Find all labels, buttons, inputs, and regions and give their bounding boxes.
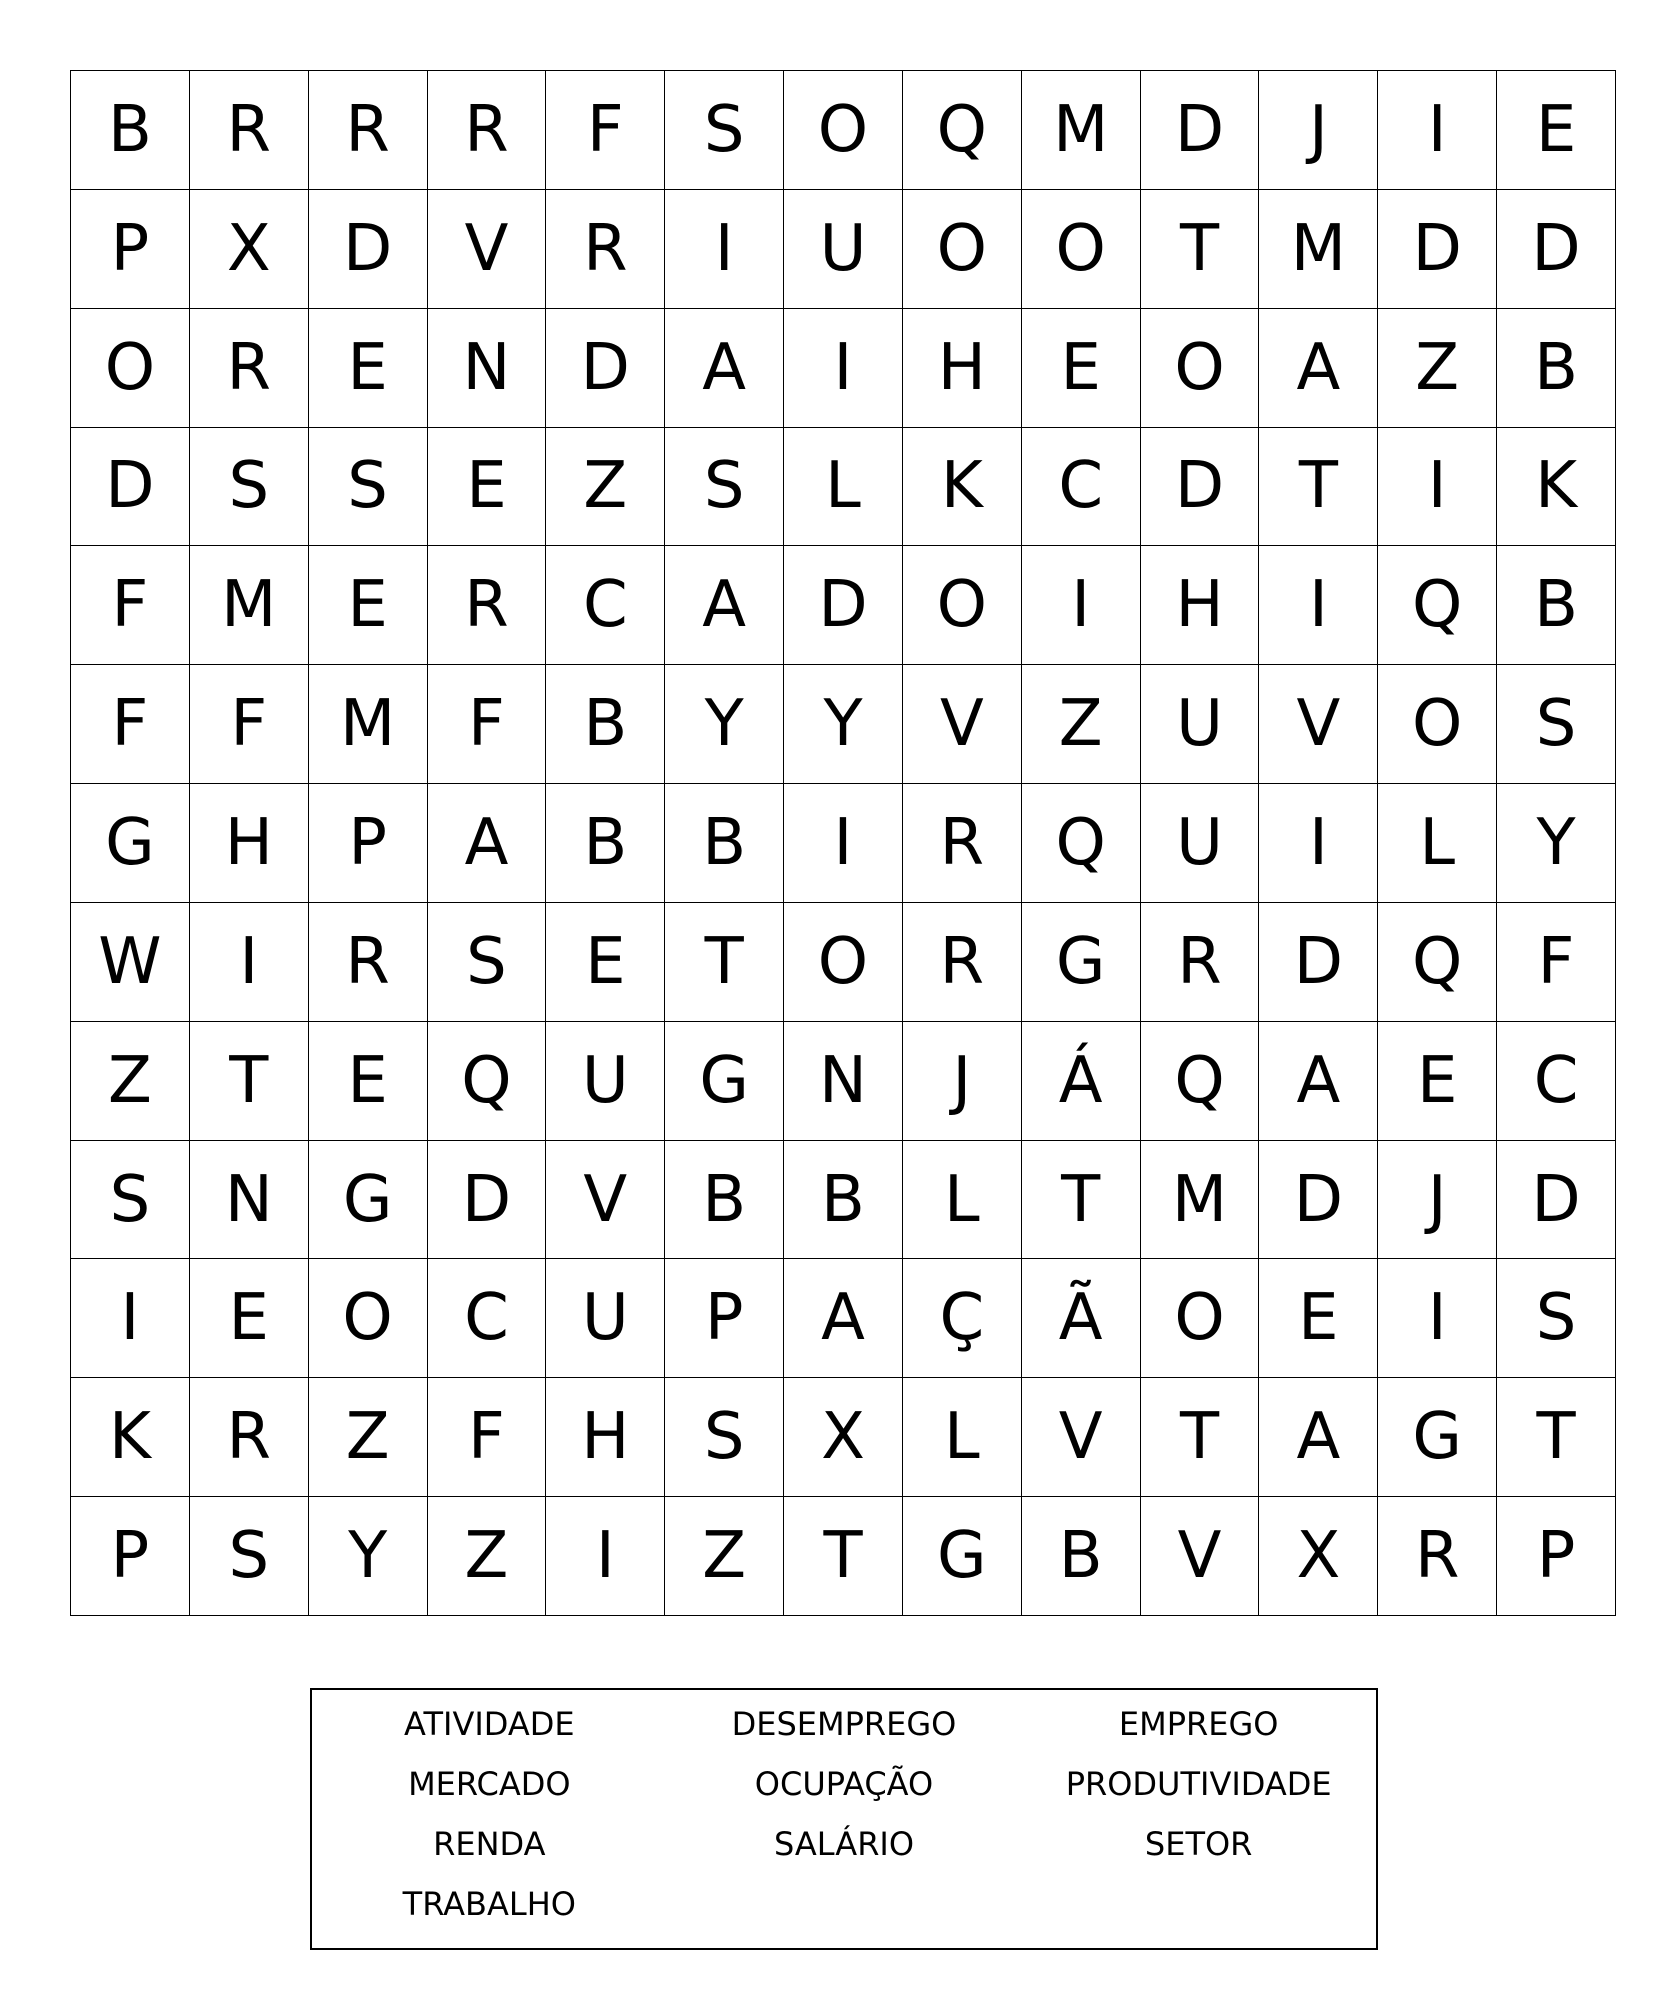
grid-cell[interactable]: E: [309, 309, 428, 428]
grid-cell[interactable]: X: [1259, 1497, 1378, 1616]
grid-cell[interactable]: Ã: [1022, 1259, 1141, 1378]
grid-cell[interactable]: S: [665, 428, 784, 547]
grid-cell[interactable]: X: [784, 1378, 903, 1497]
grid-cell[interactable]: B: [1497, 546, 1616, 665]
grid-cell[interactable]: M: [309, 665, 428, 784]
grid-cell[interactable]: F: [428, 665, 547, 784]
grid-cell[interactable]: Z: [546, 428, 665, 547]
word-list-item: ATIVIDADE: [404, 1705, 575, 1743]
grid-cell[interactable]: S: [190, 1497, 309, 1616]
grid-cell[interactable]: G: [309, 1141, 428, 1260]
grid-cell[interactable]: L: [903, 1378, 1022, 1497]
grid-cell[interactable]: M: [1022, 71, 1141, 190]
grid-cell[interactable]: D: [1259, 1141, 1378, 1260]
grid-cell[interactable]: G: [71, 784, 190, 903]
grid-cell[interactable]: Q: [428, 1022, 547, 1141]
grid-cell[interactable]: S: [665, 71, 784, 190]
grid-cell[interactable]: Q: [1022, 784, 1141, 903]
grid-cell[interactable]: I: [784, 309, 903, 428]
word-list-item: DESEMPREGO: [731, 1705, 957, 1743]
grid-cell[interactable]: T: [1022, 1141, 1141, 1260]
grid-cell[interactable]: A: [1259, 1378, 1378, 1497]
grid-cell[interactable]: V: [1141, 1497, 1260, 1616]
grid-cell[interactable]: J: [1378, 1141, 1497, 1260]
grid-cell[interactable]: I: [546, 1497, 665, 1616]
grid-cell[interactable]: S: [71, 1141, 190, 1260]
grid-cell[interactable]: I: [1259, 784, 1378, 903]
grid-cell[interactable]: H: [190, 784, 309, 903]
grid-cell[interactable]: I: [1022, 546, 1141, 665]
grid-cell[interactable]: I: [1378, 1259, 1497, 1378]
grid-cell[interactable]: U: [546, 1022, 665, 1141]
grid-cell[interactable]: S: [428, 903, 547, 1022]
grid-cell[interactable]: K: [71, 1378, 190, 1497]
grid-cell[interactable]: Q: [1378, 546, 1497, 665]
grid-cell[interactable]: E: [1259, 1259, 1378, 1378]
grid-cell[interactable]: O: [309, 1259, 428, 1378]
grid-cell[interactable]: A: [665, 309, 784, 428]
grid-cell[interactable]: Y: [665, 665, 784, 784]
grid-cell[interactable]: R: [309, 903, 428, 1022]
grid-cell[interactable]: O: [903, 546, 1022, 665]
grid-cell[interactable]: H: [903, 309, 1022, 428]
word-list-item: PRODUTIVIDADE: [1065, 1765, 1332, 1803]
word-list-item: MERCADO: [408, 1765, 571, 1803]
grid-cell[interactable]: U: [784, 190, 903, 309]
grid-cell[interactable]: Z: [71, 1022, 190, 1141]
word-list-item: RENDA: [433, 1825, 546, 1863]
grid-cell[interactable]: B: [665, 784, 784, 903]
grid-cell[interactable]: D: [71, 428, 190, 547]
grid-cell[interactable]: S: [309, 428, 428, 547]
grid-cell[interactable]: G: [665, 1022, 784, 1141]
grid-cell[interactable]: B: [1497, 309, 1616, 428]
grid-cell[interactable]: Y: [784, 665, 903, 784]
grid-cell[interactable]: D: [1378, 190, 1497, 309]
grid-cell[interactable]: D: [309, 190, 428, 309]
grid-cell[interactable]: E: [428, 428, 547, 547]
grid-cell[interactable]: D: [1141, 71, 1260, 190]
grid-cell[interactable]: A: [1259, 309, 1378, 428]
grid-cell[interactable]: D: [428, 1141, 547, 1260]
grid-cell[interactable]: F: [1497, 903, 1616, 1022]
grid-cell[interactable]: I: [71, 1259, 190, 1378]
grid-cell[interactable]: V: [428, 190, 547, 309]
grid-cell[interactable]: S: [665, 1378, 784, 1497]
grid-cell[interactable]: T: [1497, 1378, 1616, 1497]
grid-cell[interactable]: M: [1141, 1141, 1260, 1260]
grid-cell[interactable]: S: [1497, 665, 1616, 784]
grid-cell[interactable]: Ç: [903, 1259, 1022, 1378]
grid-cell[interactable]: R: [903, 903, 1022, 1022]
word-list-item: SALÁRIO: [773, 1825, 915, 1863]
grid-cell[interactable]: F: [190, 665, 309, 784]
grid-cell[interactable]: N: [784, 1022, 903, 1141]
grid-cell[interactable]: I: [1259, 546, 1378, 665]
grid-cell[interactable]: R: [309, 71, 428, 190]
grid-cell[interactable]: I: [784, 784, 903, 903]
grid-cell[interactable]: U: [1141, 784, 1260, 903]
grid-cell[interactable]: J: [903, 1022, 1022, 1141]
grid-cell[interactable]: R: [428, 546, 547, 665]
grid-cell[interactable]: I: [1378, 71, 1497, 190]
grid-cell[interactable]: G: [903, 1497, 1022, 1616]
grid-cell[interactable]: V: [1259, 665, 1378, 784]
grid-cell[interactable]: B: [546, 784, 665, 903]
grid-cell[interactable]: Q: [1378, 903, 1497, 1022]
grid-cell[interactable]: I: [1378, 428, 1497, 547]
grid-cell[interactable]: T: [1141, 190, 1260, 309]
grid-cell[interactable]: A: [1259, 1022, 1378, 1141]
grid-cell[interactable]: H: [546, 1378, 665, 1497]
grid-cell[interactable]: D: [1497, 190, 1616, 309]
grid-cell[interactable]: V: [546, 1141, 665, 1260]
grid-cell[interactable]: R: [190, 309, 309, 428]
grid-cell[interactable]: O: [1378, 665, 1497, 784]
grid-cell[interactable]: U: [1141, 665, 1260, 784]
word-list-item: EMPREGO: [1118, 1705, 1279, 1743]
grid-cell[interactable]: F: [71, 546, 190, 665]
grid-cell[interactable]: E: [1022, 309, 1141, 428]
grid-cell[interactable]: E: [1378, 1022, 1497, 1141]
grid-cell[interactable]: R: [903, 784, 1022, 903]
grid-cell[interactable]: H: [1141, 546, 1260, 665]
grid-cell[interactable]: L: [1378, 784, 1497, 903]
grid-cell[interactable]: Y: [1497, 784, 1616, 903]
grid-cell[interactable]: P: [71, 1497, 190, 1616]
grid-cell[interactable]: R: [1378, 1497, 1497, 1616]
grid-cell[interactable]: Á: [1022, 1022, 1141, 1141]
grid-cell[interactable]: P: [665, 1259, 784, 1378]
grid-cell[interactable]: Z: [428, 1497, 547, 1616]
grid-cell[interactable]: D: [784, 546, 903, 665]
grid-cell[interactable]: Z: [309, 1378, 428, 1497]
grid-cell[interactable]: C: [546, 546, 665, 665]
grid-cell[interactable]: Q: [903, 71, 1022, 190]
grid-cell[interactable]: R: [1141, 903, 1260, 1022]
grid-cell[interactable]: W: [71, 903, 190, 1022]
grid-cell[interactable]: G: [1378, 1378, 1497, 1497]
grid-cell[interactable]: O: [1141, 309, 1260, 428]
grid-cell[interactable]: V: [903, 665, 1022, 784]
grid-cell[interactable]: Z: [1022, 665, 1141, 784]
grid-cell[interactable]: P: [71, 190, 190, 309]
grid-cell[interactable]: I: [665, 190, 784, 309]
grid-cell[interactable]: L: [903, 1141, 1022, 1260]
grid-cell[interactable]: P: [1497, 1497, 1616, 1616]
grid-cell[interactable]: O: [71, 309, 190, 428]
grid-cell[interactable]: O: [903, 190, 1022, 309]
grid-cell[interactable]: O: [1022, 190, 1141, 309]
grid-cell[interactable]: F: [428, 1378, 547, 1497]
grid-cell[interactable]: O: [784, 903, 903, 1022]
grid-cell[interactable]: T: [665, 903, 784, 1022]
grid-cell[interactable]: Y: [309, 1497, 428, 1616]
grid-cell[interactable]: D: [1141, 428, 1260, 547]
grid-cell[interactable]: M: [190, 546, 309, 665]
grid-cell[interactable]: K: [1497, 428, 1616, 547]
grid-cell[interactable]: T: [1141, 1378, 1260, 1497]
grid-cell[interactable]: C: [1497, 1022, 1616, 1141]
grid-cell[interactable]: E: [546, 903, 665, 1022]
grid-cell[interactable]: A: [428, 784, 547, 903]
grid-cell[interactable]: Z: [1378, 309, 1497, 428]
grid-cell[interactable]: N: [428, 309, 547, 428]
grid-cell[interactable]: D: [1497, 1141, 1616, 1260]
grid-cell[interactable]: B: [784, 1141, 903, 1260]
word-list-item: OCUPAÇÃO: [754, 1765, 934, 1803]
grid-cell[interactable]: P: [309, 784, 428, 903]
grid-cell[interactable]: E: [309, 546, 428, 665]
word-list: [310, 1688, 1378, 1950]
grid-cell[interactable]: M: [1259, 190, 1378, 309]
grid-cell[interactable]: V: [1022, 1378, 1141, 1497]
grid-cell[interactable]: F: [71, 665, 190, 784]
grid-cell[interactable]: U: [546, 1259, 665, 1378]
grid-cell[interactable]: T: [190, 1022, 309, 1141]
grid-cell[interactable]: N: [190, 1141, 309, 1260]
grid-cell[interactable]: B: [665, 1141, 784, 1260]
grid-cell[interactable]: S: [1497, 1259, 1616, 1378]
grid-cell[interactable]: L: [784, 428, 903, 547]
grid-cell[interactable]: A: [784, 1259, 903, 1378]
grid-cell[interactable]: R: [190, 1378, 309, 1497]
grid-cell[interactable]: B: [71, 71, 190, 190]
grid-cell[interactable]: O: [784, 71, 903, 190]
grid-cell[interactable]: X: [190, 190, 309, 309]
grid-cell[interactable]: F: [546, 71, 665, 190]
grid-cell[interactable]: E: [190, 1259, 309, 1378]
grid-cell[interactable]: B: [546, 665, 665, 784]
grid-cell[interactable]: E: [309, 1022, 428, 1141]
grid-cell[interactable]: E: [1497, 71, 1616, 190]
word-list-item: SETOR: [1144, 1825, 1253, 1863]
grid-cell[interactable]: G: [1022, 903, 1141, 1022]
grid-cell[interactable]: D: [546, 309, 665, 428]
grid-cell[interactable]: A: [665, 546, 784, 665]
grid-cell[interactable]: J: [1259, 71, 1378, 190]
grid-cell[interactable]: C: [428, 1259, 547, 1378]
grid-cell[interactable]: C: [1022, 428, 1141, 547]
grid-cell[interactable]: B: [1022, 1497, 1141, 1616]
grid-cell[interactable]: S: [190, 428, 309, 547]
grid-cell[interactable]: I: [190, 903, 309, 1022]
word-list-item: TRABALHO: [402, 1885, 576, 1923]
grid-cell[interactable]: D: [1259, 903, 1378, 1022]
grid-cell[interactable]: Z: [665, 1497, 784, 1616]
grid-cell[interactable]: R: [190, 71, 309, 190]
word-search-grid: [70, 70, 1616, 1616]
grid-cell[interactable]: T: [1259, 428, 1378, 547]
grid-cell[interactable]: Q: [1141, 1022, 1260, 1141]
grid-cell[interactable]: T: [784, 1497, 903, 1616]
grid-cell[interactable]: O: [1141, 1259, 1260, 1378]
grid-cell[interactable]: K: [903, 428, 1022, 547]
grid-cell[interactable]: R: [428, 71, 547, 190]
grid-cell[interactable]: R: [546, 190, 665, 309]
